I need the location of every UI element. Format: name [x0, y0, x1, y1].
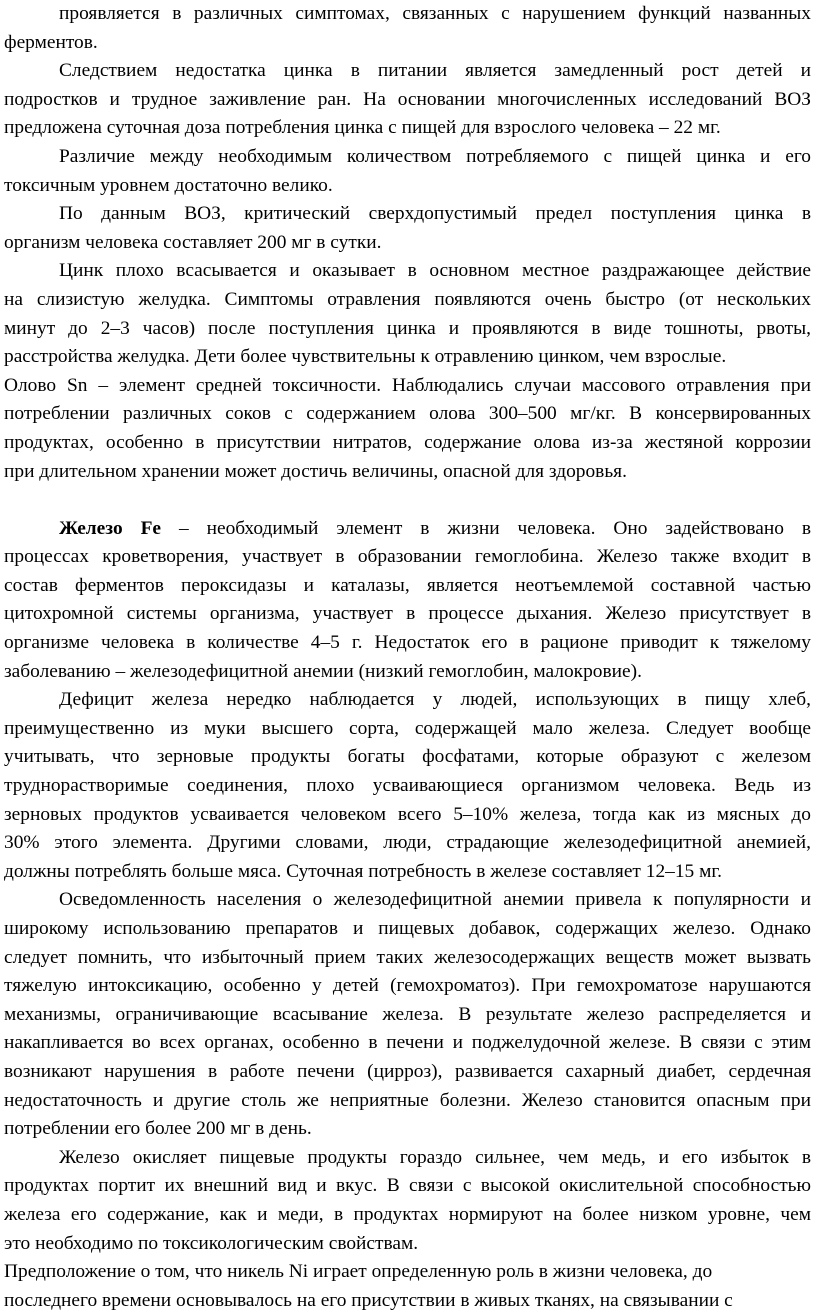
text-line: тяжелую интоксикацию, особенно у детей (гемохроматоз). При гемохроматозе нарушаются	[4, 975, 811, 997]
text-line: Осведомленность населения о железодефицитной анемии привела к популярности и	[59, 889, 811, 911]
document-body	[4, 0, 811, 1315]
text-line: продуктах, особенно в присутствии нитратов, содержание олова из-за жестяной коррозии	[4, 431, 811, 453]
text-line: зерновых продуктов усваивается человеком всего 5–10% железа, тогда как из мясных до	[4, 803, 811, 825]
text-line: следует помнить, что избыточный прием таких железосодержащих веществ может вызвать	[4, 946, 811, 968]
paragraph	[4, 257, 811, 371]
text-line: железа его содержание, как и меди, в продуктах нормируют на более низком уровне, чем	[4, 1203, 811, 1225]
text-line: при длительном хранении может достичь величины, опасной для здоровья.	[4, 460, 627, 482]
paragraph	[4, 143, 811, 200]
text-line: организме человека в количестве 4–5 г. Недостаток его в рационе приводит к тяжелому	[4, 632, 811, 654]
paragraph	[4, 0, 811, 57]
blank-line	[4, 486, 811, 515]
text-line: заболеванию – железодефицитной анемии (низкий гемоглобин, малокровие).	[4, 660, 642, 682]
text-line: Различие между необходимым количеством потребляемого с пищей цинка и его	[59, 145, 811, 167]
text-line: преимущественно из муки высшего сорта, содержащей мало железа. Следует вообще	[4, 717, 811, 739]
text-line: должны потреблять больше мяса. Суточная потребность в железе составляет 12–15 мг.	[4, 860, 722, 882]
text-line: механизмы, ограничивающие всасывание железа. В результате железо распределяется и	[4, 1003, 811, 1025]
text-line: последнего времени основывалось на его присутствии в живых тканях, на связывании с	[4, 1289, 733, 1311]
line-text: – необходимый элемент в жизни человека. Оно задействовано в	[161, 517, 811, 539]
text-line: учитывать, что зерновые продукты богаты фосфатами, которые образуют с железом	[4, 746, 811, 768]
text-line: Цинк плохо всасывается и оказывает в основном местное раздражающее действие	[59, 260, 811, 282]
text-line	[4, 486, 811, 515]
text-line: проявляется в различных симптомах, связанных с нарушением функций названных	[59, 3, 811, 24]
text-line: возникают нарушения в работе печени (цирроз), развивается сахарный диабет, сердечная	[4, 1060, 811, 1082]
paragraph	[4, 1258, 811, 1315]
paragraph	[4, 886, 811, 1143]
paragraph	[4, 686, 811, 886]
text-line: Следствием недостатка цинка в питании является замедленный рост детей и	[59, 60, 811, 82]
bold-term: Железо Fe	[59, 517, 162, 539]
text-line: цитохромной системы организма, участвует в процессе дыхания. Железо присутствует в	[4, 603, 811, 625]
text-line: расстройства желудка. Дети более чувствительны к отравлению цинком, чем взрослые.	[4, 346, 727, 368]
paragraph	[4, 515, 811, 687]
paragraph	[4, 1144, 811, 1258]
paragraph	[4, 200, 811, 257]
text-line: Железо окисляет пищевые продукты гораздо сильнее, чем медь, и его избыток в	[59, 1146, 811, 1168]
text-line: токсичным уровнем достаточно велико.	[4, 174, 333, 196]
text-line: продуктах портит их внешний вид и вкус. В связи с высокой окислительной способностью	[4, 1175, 811, 1197]
text-line: По данным ВОЗ, критический сверхдопустимый предел поступления цинка в	[59, 203, 811, 225]
text-line: Предположение о том, что никель Ni играет определенную роль в жизни человека, до	[4, 1261, 713, 1283]
text-line: Дефицит железа нередко наблюдается у людей, использующих в пищу хлеб,	[59, 689, 811, 711]
text-line: недостаточность и другие столь же неприятные болезни. Железо становится опасным при	[4, 1089, 811, 1111]
text-line: это необходимо по токсикологическим свойствам.	[4, 1232, 419, 1254]
text-line: состав ферментов пероксидазы и каталазы, является неотъемлемой составной частью	[4, 574, 811, 596]
text-line: минут до 2–3 часов) после поступления цинка и проявляются в виде тошноты, рвоты,	[4, 317, 811, 339]
text-line: подростков и трудное заживление ран. На основании многочисленных исследований ВОЗ	[4, 88, 811, 110]
text-line: процессах кроветворения, участвует в образовании гемоглобина. Железо также входит в	[4, 546, 811, 568]
text-line: потреблении его более 200 мг в день.	[4, 1118, 312, 1140]
text-line: ферментов.	[4, 31, 98, 53]
text-line: предложена суточная доза потребления цинка с пищей для взрослого человека – 22 мг.	[4, 117, 721, 139]
paragraph	[4, 57, 811, 143]
text-line: Олово Sn – элемент средней токсичности. Наблюдались случаи массового отравления при	[4, 374, 811, 396]
text-line: труднорастворимые соединения, плохо усваивающиеся организмом человека. Ведь из	[4, 775, 811, 797]
paragraph	[4, 372, 811, 486]
text-line	[4, 515, 811, 544]
text-line: потреблении различных соков с содержанием олова 300–500 мг/кг. В консервированных	[4, 403, 811, 425]
text-line: накапливается во всех органах, особенно в печени и поджелудочной железе. В связи с этим	[4, 1032, 811, 1054]
text-line: 30% этого элемента. Другими словами, люди, страдающие железодефицитной анемией,	[4, 832, 811, 854]
text-line: на слизистую желудка. Симптомы отравления появляются очень быстро (от нескольких	[4, 288, 811, 310]
text-line: широкому использованию препаратов и пищевых добавок, содержащих железо. Однако	[4, 918, 811, 939]
text-line: организм человека составляет 200 мг в сутки.	[4, 231, 382, 253]
